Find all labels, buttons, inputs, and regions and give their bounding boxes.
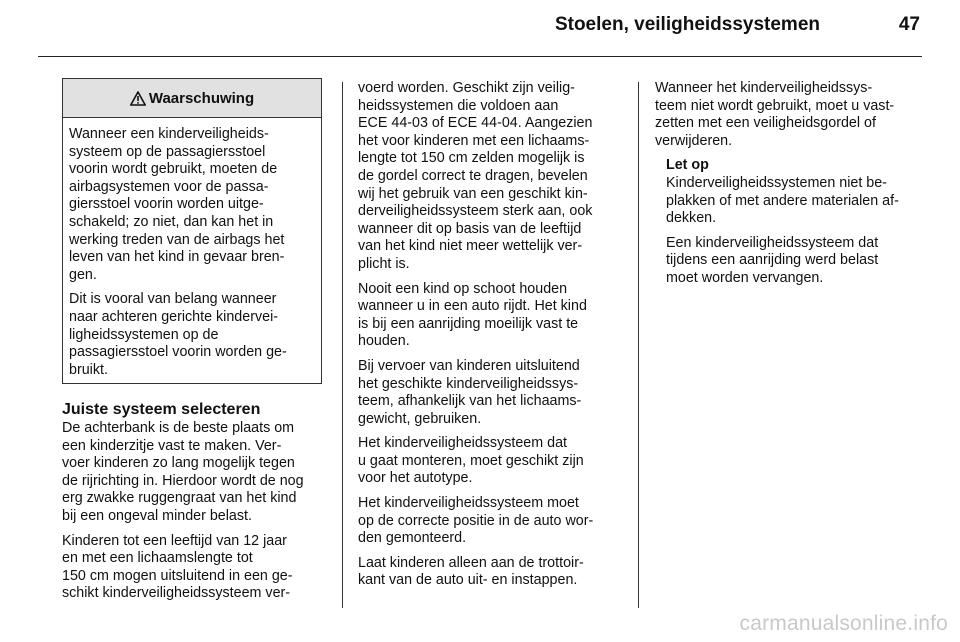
header-divider	[38, 56, 922, 57]
body-paragraph: Laat kinderen alleen aan de trottoir- kant van de auto uit- en instappen.	[358, 554, 584, 589]
warning-triangle-icon	[130, 91, 146, 106]
page-title: Stoelen, veiligheidssystemen	[554, 14, 820, 35]
page-number: 47	[898, 14, 920, 35]
warning-paragraph: Wanneer een kinderveiligheids- systeem op de passagiersstoel voorin wordt gebruikt, moeten de airbagsystemen voor de passa- giersstoel voorin worden uitge- schakeld; zo niet, dan kan het in werking treden van de airbags het leven van het kind in gevaar bren- gen.	[69, 126, 285, 283]
column-divider-right	[638, 82, 639, 608]
body-paragraph: Bij vervoer van kinderen uitsluitend het geschikte kinderveiligheidssys- teem, afhankelijk van het lichaams- gewicht, gebruiken.	[358, 357, 582, 427]
warning-box	[62, 78, 322, 384]
section-heading: Juiste systeem selecteren	[62, 401, 261, 418]
watermark: carmanualsonline.info	[739, 612, 948, 635]
warning-body	[63, 118, 321, 379]
column-3	[655, 80, 925, 295]
column-2	[358, 80, 626, 597]
warning-title: Waarschuwing	[148, 89, 255, 107]
body-paragraph: De achterbank is de beste plaats om een kinderzitje vast te maken. Ver- voer kinderen zo lang mogelijk tegen de rijrichting in. Hierdoor wordt de nog erg zwakke ruggengraat van het kind bij een ongeval minder belast.	[62, 420, 304, 524]
note-title: Let op	[666, 157, 709, 174]
warning-paragraph: Dit is vooral van belang wanneer naar achteren gerichte kindervei- ligheidssystemen op de passagiersstoel voorin worden ge- bruikt.	[69, 291, 287, 378]
section-select-system	[62, 400, 332, 610]
body-paragraph: Kinderen tot een leeftijd van 12 jaar en met een lichaamslengte tot 150 cm mogen uitsluitend in een ge- schikt kinderveiligheidssysteem ver-	[62, 532, 293, 602]
body-paragraph: Nooit een kind op schoot houden wanneer u in een auto rijdt. Het kind is bij een aanrijding moeilijk vast te houden.	[358, 280, 587, 350]
body-paragraph: Het kinderveiligheidssysteem moet op de correcte positie in de auto wor- den gemonteerd.	[358, 495, 594, 547]
note-paragraph: Een kinderveiligheidssysteem dat tijdens een aanrijding werd belast moet worden vervangen.	[666, 234, 879, 286]
body-paragraph: Het kinderveiligheidssysteem dat u gaat monteren, moet geschikt zijn voor het autotype.	[358, 435, 584, 487]
body-paragraph: Wanneer het kinderveiligheidssys- teem niet wordt gebruikt, moet u vast- zetten met een veiligheidsgordel of verwijderen.	[655, 80, 895, 149]
note-block	[666, 157, 925, 287]
body-paragraph: voerd worden. Geschikt zijn veilig- heidssystemen die voldoen aan ECE 44-03 of ECE 44-04. Aangezien het voor kinderen met een lichaams- lengte tot 150 cm zelden mogelijk is de gordel correct te dragen, bevelen wij het gebruik van een geschikt kin- derveiligheidssysteem sterk aan, ook wanneer dit op basis van de leeftijd van het kind niet meer wettelijk ver- plicht is.	[358, 80, 593, 272]
note-paragraph: Kinderveiligheidssystemen niet be- plakken of met andere materialen af- dekken.	[666, 174, 899, 227]
column-divider-left	[342, 82, 343, 608]
warning-header	[63, 79, 321, 118]
